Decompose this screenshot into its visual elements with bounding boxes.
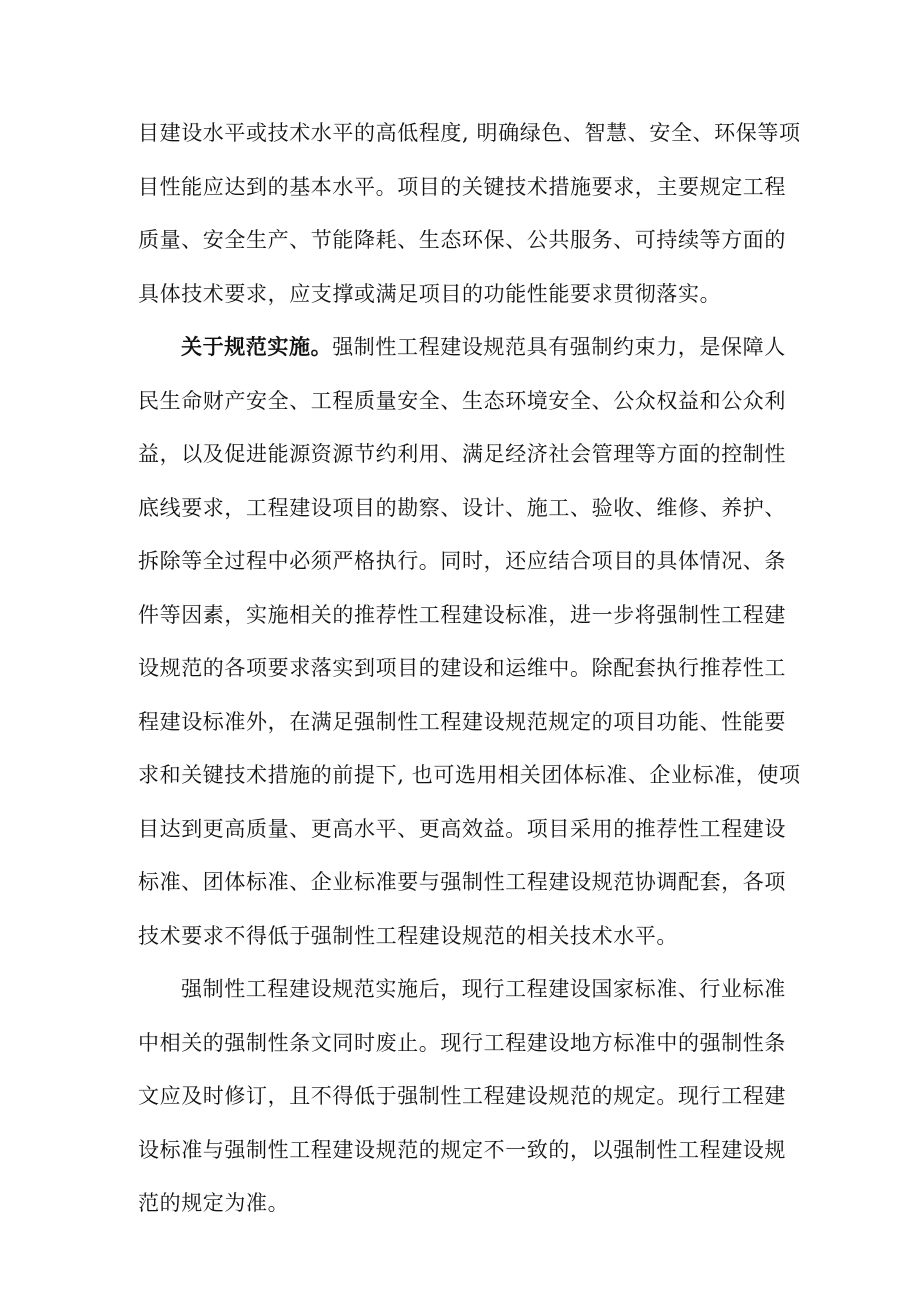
text-line: 拆除等全过程中必须严格执行。同时，还应结合项目的具体情况、条 [138,549,786,573]
document-body [138,112,801,1236]
text-line: 益，以及促进能源资源节约利用、满足经济社会管理等方面的控制性 [138,442,786,466]
paragraph-3 [138,968,798,1236]
text-line: 强制性工程建设规范实施后，现行工程建设国家标准、行业标准 [181,977,786,1001]
text-line: 目建设水平或技术水平的高低程度, 明确绿色、智慧、安全、环保等项 [138,121,801,145]
text-line: 程建设标准外，在满足强制性工程建设规范规定的项目功能、性能要 [138,709,786,734]
text-line: 质量、安全生产、节能降耗、生态环保、公共服务、可持续等方面的 [138,228,786,252]
section-heading: 关于规范实施。 [181,334,333,359]
text-line: 设标准与强制性工程建设规范的规定不一致的，以强制性工程建设规 [138,1137,786,1162]
text-line: 件等因素，实施相关的推荐性工程建设标准，进一步将强制性工程建 [138,602,786,627]
paragraph-2 [138,326,801,968]
text-line: 目性能应达到的基本水平。项目的关键技术措施要求，主要规定工程 [138,174,786,199]
text-line: 底线要求，工程建设项目的勘察、设计、施工、验收、维修、养护、 [138,495,786,520]
text-line: 求和关键技术措施的前提下, 也可选用相关团体标准、企业标准，使项 [138,763,801,787]
text-line: 范的规定为准。 [138,1191,290,1215]
text-line [138,326,798,380]
text-line: 中相关的强制性条文同时废止。现行工程建设地方标准中的强制性条 [138,1030,786,1055]
text-line: 设规范的各项要求落实到项目的建设和运维中。除配套执行推荐性工 [138,656,786,680]
text-line: 文应及时修订，且不得低于强制性工程建设规范的规定。现行工程建 [138,1084,786,1108]
text-line: 标准、团体标准、企业标准要与强制性工程建设规范协调配套，各项 [138,870,786,894]
text-line: 民生命财产安全、工程质量安全、生态环境安全、公众权益和公众利 [138,388,786,413]
text-line: 目达到更高质量、更高水平、更高效益。项目采用的推荐性工程建设 [138,816,786,841]
text-line: 具体技术要求，应支撑或满足项目的功能性能要求贯彻落实。 [138,281,722,306]
paragraph-1 [138,112,801,326]
text-run: 强制性工程建设规范具有强制约束力，是保障人 [332,335,786,359]
text-line: 技术要求不得低于强制性工程建设规范的相关技术水平。 [138,923,678,948]
